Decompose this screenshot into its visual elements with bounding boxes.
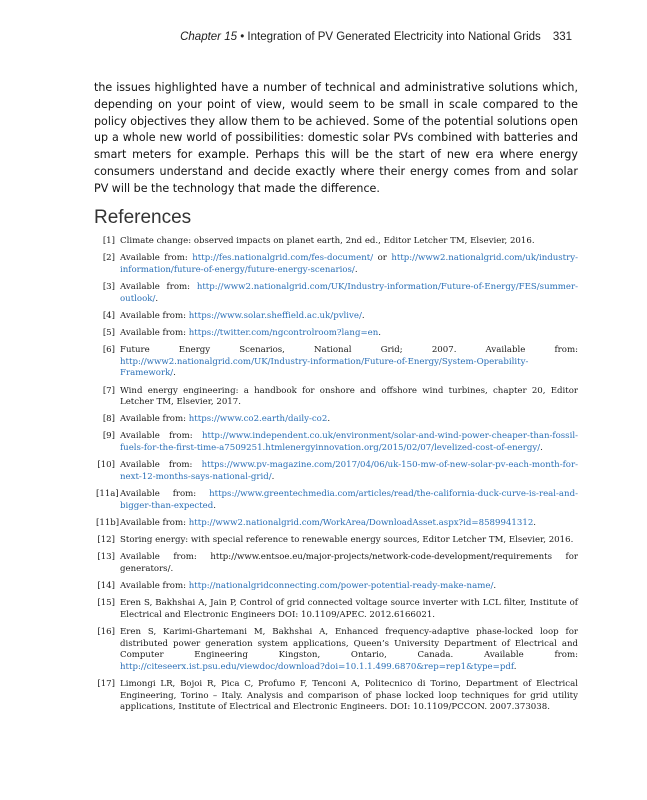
reference-number: [15] [97,598,115,609]
reference-number: [5] [102,327,115,338]
reference-number: [2] [102,253,115,264]
reference-item [96,328,578,340]
reference-text: Wind energy engineering: a handbook for onshore and offshore wind turbines, chapter 20, Editor Letcher TM, Elsevier, 2017. [120,385,578,408]
references-list [96,236,578,719]
reference-item [96,282,578,305]
chapter-label: Chapter 15 [180,31,237,43]
reference-number: [13] [97,552,115,563]
reference-link[interactable]: http://www2.nationalgrid.com/WorkArea/DownloadAsset.aspx?id=8589941312 [188,517,534,528]
body-paragraph: the issues highlighted have a number of technical and administrative solutions which, depending on your point of view, would seem to be small in scale compared to the policy objectives they allow them to be achieved. Some of the potential solutions open up a whole new world of possibilities: domestic solar PVs combined with batteries and smart meters for example. Perhaps this will be the start of new era where energy consumers understand and decide exactly where their energy comes from and solar PV will be the technology that made the difference. [94,81,578,195]
reference-item [96,460,578,483]
reference-item [96,552,578,575]
reference-number: [14] [97,580,115,591]
reference-item [96,679,578,714]
page-number: 331 [552,31,572,43]
reference-number: [1] [102,236,115,246]
reference-number: [8] [102,414,115,425]
reference-text: Limongi LR, Bojoi R, Pica C, Profumo F, Tenconi A, Politecnico di Torino, Department of Electrical Engineering, Torino – Italy. Analysis and comparison of phase locked loop techniques for grid utility applications, Institute of Electrical and Electronic Engineers. DOI: 10.1109/PCCON. 2007.373038. [120,678,578,713]
reference-item [96,431,578,454]
reference-number: [10] [97,460,115,471]
reference-text: Available from: https://www.solar.sheffield.ac.uk/pvlive/. [120,310,365,321]
reference-text: Available from: http://www2.nationalgrid.com/WorkArea/DownloadAsset.aspx?id=8589941312. [120,517,537,528]
reference-text: Climate change: observed impacts on planet earth, 2nd ed., Editor Letcher TM, Elsevier, 2016. [120,236,535,246]
reference-link[interactable]: http://www2.nationalgrid.com/UK/Industry-information/Future-of-Energy/FES/summer-outlook/ [120,281,578,304]
reference-number: [11a] [96,489,119,500]
reference-item [96,581,578,593]
references-heading: References [94,207,192,228]
reference-text: Future Energy Scenarios, National Grid; 2007. Available from: http://www2.nationalgrid.com/UK/Industry-information/Future-of-Energy/System-Operability-Framework/. [120,345,578,379]
reference-item [96,489,578,512]
reference-item [96,236,578,248]
reference-text: Eren S, Karimi-Ghartemani M, Bakhshai A, Enhanced frequency-adaptive phase-locked loop for distributed power generation system applications, Queen’s University Department of Electrical and Computer Engineering Kingston, Ontario, Canada. Available from: http://citeseerx.ist.psu.edu/viewdoc/download?doi=10.1.1.499.6870&rep=rep1&type=pdf. [120,626,578,672]
reference-link[interactable]: https://www.greentechmedia.com/articles/read/the-california-duck-curve-is-real-and-bigger-than-expected [120,489,578,511]
reference-text: Available from: http://fes.nationalgrid.com/fes-document/ or http://www2.nationalgrid.com/uk/industry-information/future-of-energy/future-energy-scenarios/. [120,253,578,275]
reference-number: [9] [102,431,115,442]
reference-item [96,414,578,426]
reference-link[interactable]: https://www.solar.sheffield.ac.uk/pvlive/ [188,310,362,321]
reference-item [96,345,578,380]
reference-text: Available from: https://www.greentechmedia.com/articles/read/the-california-duck-curve-is-real-and-bigger-than-expected. [120,489,578,511]
reference-item [96,253,578,276]
reference-number: [17] [97,678,115,689]
reference-item [96,627,578,673]
reference-text: Storing energy: with special reference to renewable energy sources, Editor Letcher TM, Elsevier, 2016. [120,535,574,545]
reference-number: [3] [102,281,115,292]
reference-link[interactable]: https://www.co2.earth/daily-co2 [188,414,328,425]
reference-text: Available from: https://www.pv-magazine.com/2017/04/06/uk-150-mw-of-new-solar-pv-each-month-for-next-12-months-says-national-grid/. [120,460,578,482]
reference-item [96,535,578,547]
reference-text: Available from: http://www2.nationalgrid.com/UK/Industry-information/Future-of-Energy/FES/summer-outlook/. [120,281,578,304]
reference-item [96,311,578,323]
reference-link[interactable]: http://nationalgridconnecting.com/power-potential-ready-make-name/ [188,580,494,591]
reference-item [96,518,578,530]
running-header [95,31,572,43]
reference-link[interactable]: https://twitter.com/ngcontrolroom?lang=en [188,327,379,338]
chapter-title: • Integration of PV Generated Electricity into National Grids [237,31,541,43]
reference-number: [7] [102,385,115,396]
reference-number: [16] [97,626,115,637]
reference-text: Available from: http://www.independent.co.uk/environment/solar-and-wind-power-cheaper-than-fossil-fuels-for-the-first-time-a7509251.htmlenergyinnovation.org/2015/02/07/levelized-cost-of-energy/. [120,431,578,454]
reference-item [96,386,578,409]
reference-number: [12] [97,535,115,545]
reference-link[interactable]: http://www2.nationalgrid.com/uk/industry-information/future-of-energy/future-energy-scenarios/ [120,253,578,275]
reference-text: Available from: https://twitter.com/ngcontrolroom?lang=en. [120,327,381,338]
reference-text: Available from: http://nationalgridconnecting.com/power-potential-ready-make-name/. [120,580,497,591]
reference-text: Eren S, Bakhshai A, Jain P, Control of grid connected voltage source inverter with LCL filter, Institute of Electrical and Electronic Engineers DOI: 10.1109/APEC. 2012.6166021. [120,598,578,620]
reference-text: Available from: http://www.entsoe.eu/major-projects/network-code-development/requirements for generators/. [120,552,578,574]
reference-number: [6] [102,345,115,356]
reference-link[interactable]: https://www.pv-magazine.com/2017/04/06/uk-150-mw-of-new-solar-pv-each-month-for-next-12-months-says-national-grid/ [120,460,578,482]
reference-link[interactable]: http://citeseerx.ist.psu.edu/viewdoc/download?doi=10.1.1.499.6870&rep=rep1&type=pdf [120,661,514,672]
reference-number: [4] [102,310,115,321]
reference-link[interactable]: http://www.independent.co.uk/environment/solar-and-wind-power-cheaper-than-fossil-fuels-for-the-first-time-a7509251.htmlenergyinnovation.org/2015/02/07/levelized-cost-of-energy/ [120,431,578,454]
reference-number: [11b] [96,517,120,528]
reference-link[interactable]: http://www2.nationalgrid.com/UK/Industry-information/Future-of-Energy/System-Operability-Framework/ [120,356,529,379]
reference-text: Available from: https://www.co2.earth/daily-co2. [120,414,331,425]
reference-item [96,598,578,621]
reference-link[interactable]: http://fes.nationalgrid.com/fes-document/ [192,253,374,264]
